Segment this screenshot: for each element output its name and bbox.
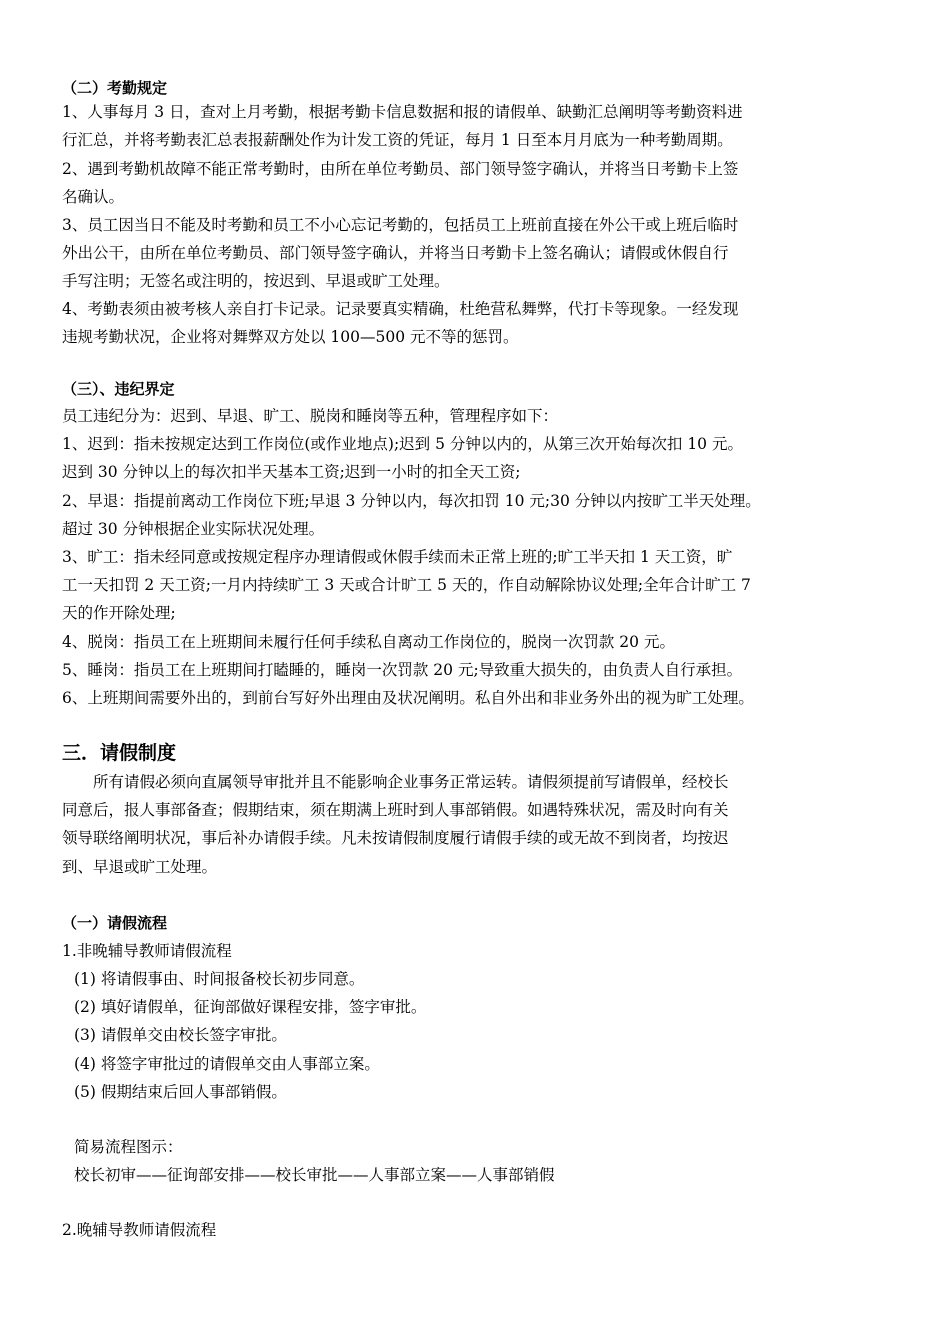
list-item: (4) 将签字审批过的请假单交由人事部立案。 xyxy=(74,1055,380,1073)
paragraph-line: 名确认。 xyxy=(62,188,125,206)
paragraph-line: 员工违纪分为：迟到、早退、旷工、脱岗和睡岗等五种，管理程序如下： xyxy=(62,407,559,425)
paragraph-line: 1、迟到：指未按规定达到工作岗位(或作业地点);迟到 5 分钟以内的，从第三次开始每次扣 10 元。 xyxy=(62,435,743,453)
paragraph-line: 天的作开除处理; xyxy=(62,604,176,622)
paragraph-line: 3、旷工：指未经同意或按规定程序办理请假或休假手续而未正常上班的;旷工半天扣 1 天工资，旷 xyxy=(62,548,733,566)
section-heading-attendance-rules: （二）考勤规定 xyxy=(62,79,168,97)
paragraph-line: 外出公干，由所在单位考勤员、部门领导签字确认，并将当日考勤卡上签名确认；请假或休假自行 xyxy=(62,244,729,262)
paragraph-line: 手写注明；无签名或注明的，按迟到、早退或旷工处理。 xyxy=(62,272,450,290)
paragraph-line: 所有请假必须向直属领导审批并且不能影响企业事务正常运转。请假须提前写请假单，经校长 xyxy=(93,773,729,791)
chapter-heading-leave-policy: 三．请假制度 xyxy=(62,742,177,764)
subheading-evening-teacher: 2.晚辅导教师请假流程 xyxy=(62,1221,217,1239)
paragraph-line: 同意后，报人事部备查；假期结束，须在期满上班时到人事部销假。如遇特殊状况，需及时向有关 xyxy=(62,801,729,819)
flow-diagram-label: 简易流程图示： xyxy=(74,1138,183,1156)
paragraph-line: 超过 30 分钟根据企业实际状况处理。 xyxy=(62,520,325,538)
paragraph-line: 6、上班期间需要外出的，到前台写好外出理由及状况阐明。私自外出和非业务外出的视为旷工处理。 xyxy=(62,689,754,707)
section-heading-leave-process: （一）请假流程 xyxy=(62,914,168,932)
paragraph-line: 迟到 30 分钟以上的每次扣半天基本工资;迟到一小时的扣全天工资; xyxy=(62,463,521,481)
paragraph-line: 行汇总，并将考勤表汇总表报薪酬处作为计发工资的凭证，每月 1 日至本月月底为一种考勤周期。 xyxy=(62,131,733,149)
paragraph-line: 4、脱岗：指员工在上班期间未履行任何手续私自离动工作岗位的，脱岗一次罚款 20 元。 xyxy=(62,633,675,651)
paragraph-line: 到、早退或旷工处理。 xyxy=(62,858,218,876)
list-item: (3) 请假单交由校长签字审批。 xyxy=(74,1026,287,1044)
paragraph-line: 3、员工因当日不能及时考勤和员工不小心忘记考勤的，包括员工上班前直接在外公干或上班后临时 xyxy=(62,216,739,234)
paragraph-line: 1、人事每月 3 日，查对上月考勤，根据考勤卡信息数据和报的请假单、缺勤汇总阐明等考勤资料进 xyxy=(62,103,743,121)
paragraph-line: 2、遇到考勤机故障不能正常考勤时，由所在单位考勤员、部门领导签字确认，并将当日考勤卡上签 xyxy=(62,160,739,178)
subheading-non-evening-teacher: 1.非晚辅导教师请假流程 xyxy=(62,942,232,960)
list-item: (1) 将请假事由、时间报备校长初步同意。 xyxy=(74,970,365,988)
paragraph-line: 2、早退：指提前离动工作岗位下班;早退 3 分钟以内，每次扣罚 10 元;30 分钟以内按旷工半天处理。 xyxy=(62,492,761,510)
list-item: (5) 假期结束后回人事部销假。 xyxy=(74,1083,287,1101)
paragraph-line: 4、考勤表须由被考核人亲自打卡记录。记录要真实精确，杜绝营私舞弊，代打卡等现象。一经发现 xyxy=(62,300,739,318)
paragraph-line: 5、睡岗：指员工在上班期间打瞌睡的，睡岗一次罚款 20 元;导致重大损失的，由负责人自行承担。 xyxy=(62,661,743,679)
paragraph-line: 工一天扣罚 2 天工资;一月内持续旷工 3 天或合计旷工 5 天的，作自动解除协议处理;全年合计旷工 7 xyxy=(62,576,751,594)
paragraph-line: 领导联络阐明状况，事后补办请假手续。凡未按请假制度履行请假手续的或无故不到岗者，均按迟 xyxy=(62,829,729,847)
paragraph-line: 违规考勤状况，企业将对舞弊双方处以 100—500 元不等的惩罚。 xyxy=(62,328,519,346)
list-item: (2) 填好请假单，征询部做好课程安排，签字审批。 xyxy=(74,998,427,1016)
section-heading-discipline: （三）、违纪界定 xyxy=(62,380,175,398)
flow-diagram-text: 校长初审——征询部安排——校长审批——人事部立案——人事部销假 xyxy=(74,1166,555,1184)
